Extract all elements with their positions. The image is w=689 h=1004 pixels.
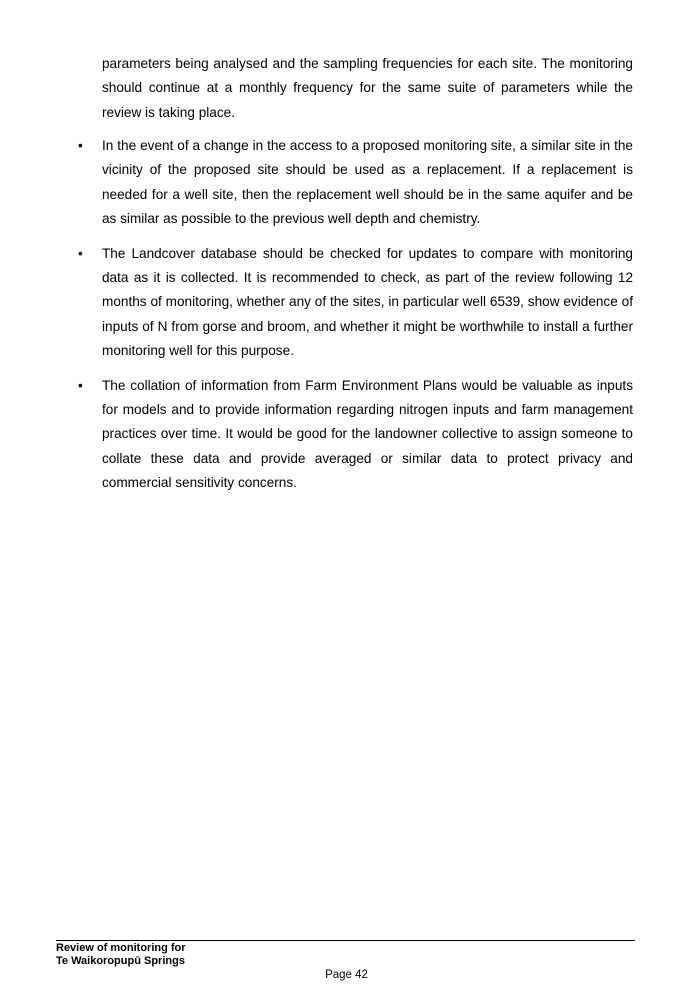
page-number: Page 42: [325, 969, 368, 981]
list-item: [0, 134, 689, 232]
footer-title-line: Review of monitoring for: [56, 942, 186, 954]
list-item-text: The collation of information from Farm Environment Plans would be valuable as inputs for models and to provide information regarding nitrogen inputs and farm management practices over time. It would be good for the landowner collective to assign someone to collate these data and provide averaged or similar data to protect privacy and commercial sensitivity concerns.: [102, 377, 633, 491]
bullet-icon: •: [78, 377, 83, 393]
list-item: [0, 242, 689, 364]
list-item: [0, 374, 689, 496]
bullet-icon: •: [78, 245, 83, 261]
bullet-icon: •: [78, 138, 83, 153]
list-item-text: The Landcover database should be checked for updates to compare with monitoring data as it is collected. It is recommended to check, as part of the review following 12 months of monitoring, whether any of the sites, in particular well 6539, show evidence of inputs of N from gorse and broom, and whether it might be worthwhile to install a further monitoring well for this purpose.: [102, 245, 633, 359]
footer-divider: [56, 940, 635, 941]
recommendation-list: [0, 134, 689, 506]
list-item-text: In the event of a change in the access to a proposed monitoring site, a similar site in the vicinity of the proposed site should be used as a replacement. If a replacement is needed for a well site, then the replacement well should be in the same aquifer and be as similar as possible to the previous well depth and chemistry.: [102, 138, 633, 227]
footer-title: [56, 942, 186, 968]
continuation-paragraph: parameters being analysed and the sampling frequencies for each site. The monitoring should continue at a monthly frequency for the same suite of parameters while the review is taking place.: [102, 56, 633, 120]
footer-title-line: Te Waikoropupū Springs: [56, 955, 185, 967]
